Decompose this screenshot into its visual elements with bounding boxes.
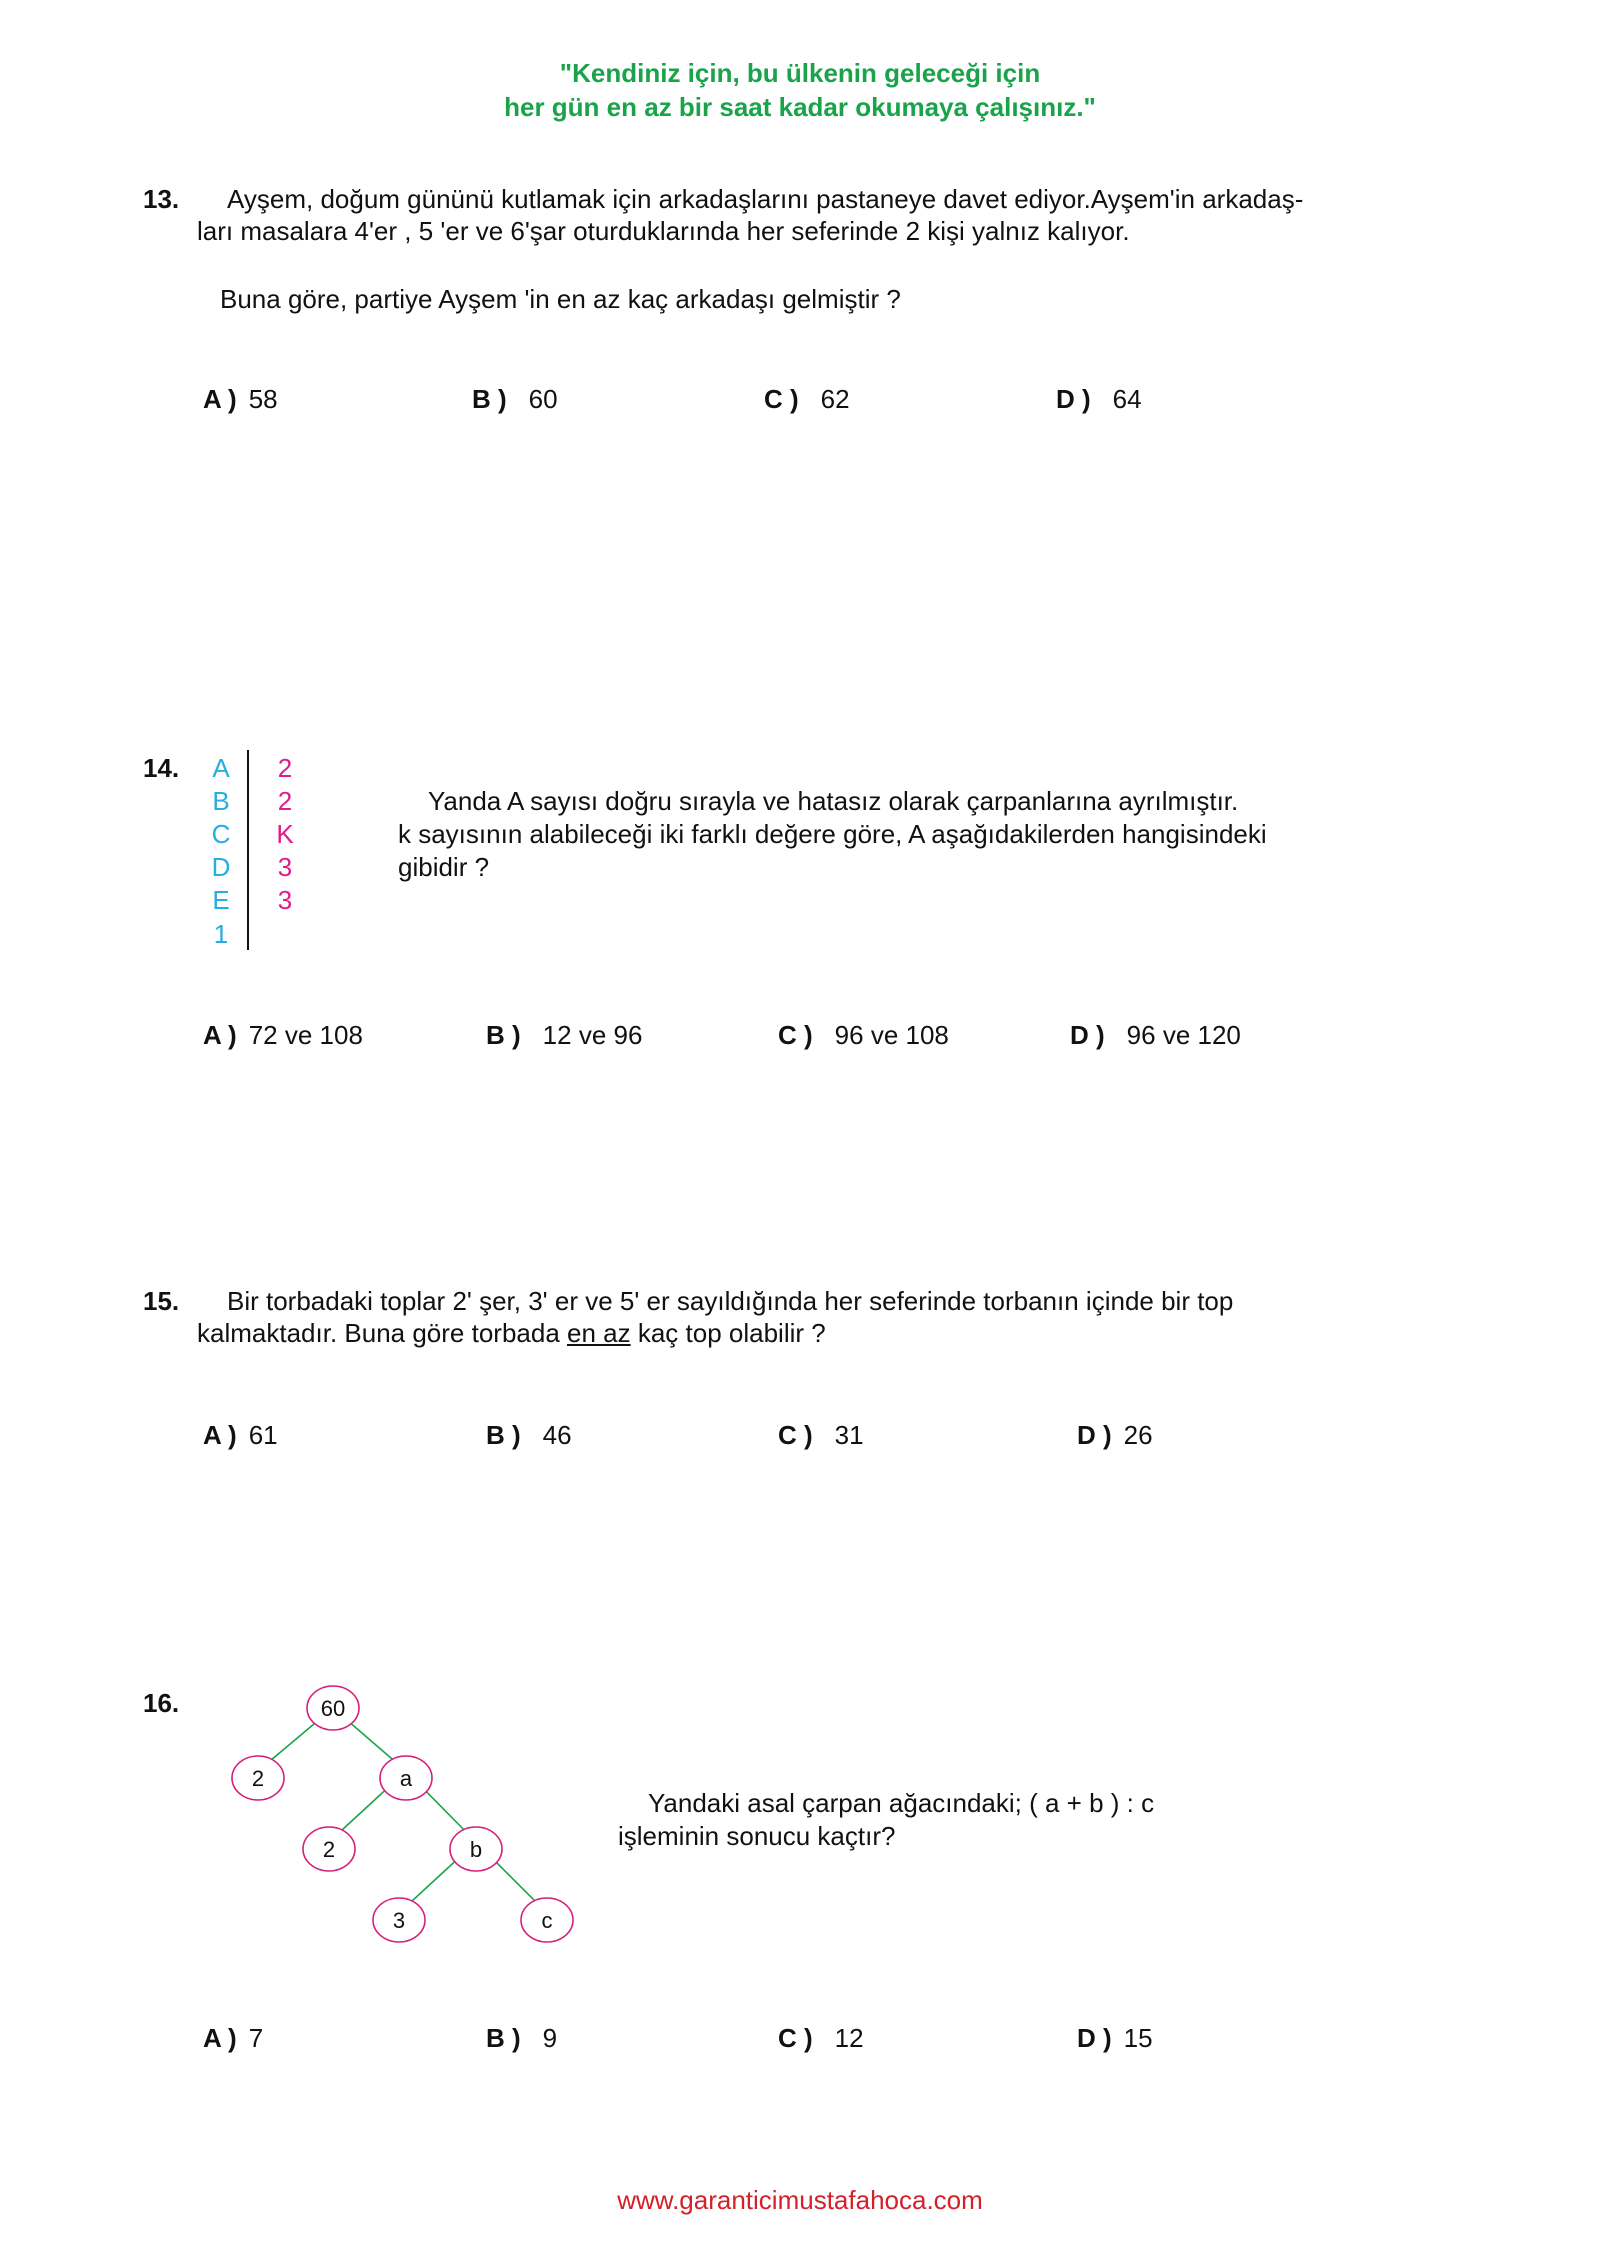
factor-left-value: E [212, 885, 230, 915]
option-value: 61 [248, 1420, 278, 1450]
option-value: 7 [248, 2023, 264, 2053]
option-label: C ) [778, 1020, 813, 1050]
option-value: 58 [248, 384, 278, 414]
option-label: A ) [203, 384, 237, 414]
motivational-quote-line-1: "Kendiniz için, bu ülkenin geleceği için [559, 58, 1041, 88]
question-text-line-2: k sayısının alabileceği iki farklı değere göre, A aşağıdakilerden hangisindeki [398, 819, 1267, 849]
option-label: B ) [486, 2023, 521, 2053]
option-d[interactable] [1056, 384, 1142, 415]
factor-right-value: 2 [277, 753, 293, 783]
option-label: B ) [486, 1420, 521, 1450]
option-d[interactable] [1077, 1420, 1153, 1451]
tree-edges [258, 1708, 547, 1913]
option-a[interactable] [203, 1420, 278, 1451]
question-text-line-1: Bir torbadaki toplar 2' şer, 3' er ve 5' er sayıldığında her seferinde torbanın içinde bir top [227, 1286, 1234, 1316]
factor-right-value: 3 [277, 885, 293, 915]
factor-right-value: 3 [277, 852, 293, 882]
factor-right-value: 2 [277, 786, 293, 816]
factor-divider-line [247, 750, 249, 950]
underlined-en-az: en az [567, 1318, 631, 1348]
option-label: D ) [1077, 2023, 1112, 2053]
tree-node-label: b [469, 1837, 483, 1862]
question-number: 14. [143, 753, 180, 783]
option-value: 96 ve 120 [1126, 1020, 1241, 1050]
option-b[interactable] [486, 1020, 642, 1051]
factor-left-value: C [211, 819, 231, 849]
question-text-line-2: işleminin sonucu kaçtır? [618, 1821, 896, 1851]
tree-node-label: 2 [322, 1837, 336, 1862]
option-value: 15 [1123, 2023, 1153, 2053]
option-label: D ) [1056, 384, 1091, 414]
option-c[interactable] [778, 1020, 949, 1051]
option-b[interactable] [486, 1420, 572, 1451]
option-value: 64 [1112, 384, 1142, 414]
tree-node-label: 2 [251, 1766, 265, 1791]
option-label: A ) [203, 1020, 237, 1050]
option-value: 60 [528, 384, 558, 414]
option-a[interactable] [203, 2023, 263, 2054]
option-value: 96 ve 108 [834, 1020, 949, 1050]
option-c[interactable] [764, 384, 850, 415]
option-value: 62 [820, 384, 850, 414]
question-number: 16. [143, 1688, 180, 1718]
option-value: 26 [1123, 1420, 1153, 1450]
tree-node-label: 60 [320, 1696, 346, 1721]
question-text-line-2: kalmaktadır. Buna göre torbada en az kaç top olabilir ? [197, 1318, 826, 1348]
option-label: D ) [1070, 1020, 1105, 1050]
option-b[interactable] [472, 384, 558, 415]
option-a[interactable] [203, 384, 278, 415]
option-a[interactable] [203, 1020, 363, 1051]
option-value: 12 ve 96 [542, 1020, 643, 1050]
tree-node-label: a [399, 1766, 413, 1791]
option-value: 72 ve 108 [248, 1020, 363, 1050]
tree-nodes [232, 1686, 573, 1942]
option-label: A ) [203, 2023, 237, 2053]
factor-left-value: B [212, 786, 230, 816]
option-value: 12 [834, 2023, 864, 2053]
factor-right-value: K [276, 819, 294, 849]
question-number: 13. [143, 184, 180, 214]
question-text-line-1: Yandaki asal çarpan ağacındaki; ( a + b ) : c [648, 1788, 1155, 1818]
tree-node-label: c [541, 1908, 553, 1933]
factor-left-value: A [212, 753, 230, 783]
option-value: 9 [542, 2023, 558, 2053]
option-value: 31 [834, 1420, 864, 1450]
question-text-line-1: Yanda A sayısı doğru sırayla ve hatasız olarak çarpanlarına ayrılmıştır. [428, 786, 1239, 816]
option-c[interactable] [778, 1420, 864, 1451]
factor-left-value: 1 [213, 919, 229, 949]
option-label: B ) [472, 384, 507, 414]
option-label: D ) [1077, 1420, 1112, 1450]
option-label: A ) [203, 1420, 237, 1450]
option-label: C ) [764, 384, 799, 414]
option-d[interactable] [1077, 2023, 1153, 2054]
option-d[interactable] [1070, 1020, 1241, 1051]
option-label: B ) [486, 1020, 521, 1050]
motivational-quote-line-2: her gün en az bir saat kadar okumaya çalışınız." [504, 92, 1096, 122]
option-value: 46 [542, 1420, 572, 1450]
option-b[interactable] [486, 2023, 557, 2054]
factor-left-value: D [211, 852, 231, 882]
option-c[interactable] [778, 2023, 864, 2054]
question-text-line-1: Ayşem, doğum gününü kutlamak için arkadaşlarını pastaneye davet ediyor.Ayşem'in arkadaş- [227, 184, 1304, 214]
tree-node-label: 3 [392, 1908, 406, 1933]
option-label: C ) [778, 1420, 813, 1450]
footer-website-link[interactable]: www.garanticimustafahoca.com [617, 2185, 983, 2215]
question-prompt: Buna göre, partiye Ayşem 'in en az kaç arkadaşı gelmiştir ? [220, 284, 901, 314]
prime-factor-tree [220, 1665, 600, 1955]
question-number: 15. [143, 1286, 180, 1316]
question-text-line-2: ları masalara 4'er , 5 'er ve 6'şar oturduklarında her seferinde 2 kişi yalnız kalıyor. [197, 216, 1130, 246]
question-text-line-3: gibidir ? [398, 852, 490, 882]
option-label: C ) [778, 2023, 813, 2053]
